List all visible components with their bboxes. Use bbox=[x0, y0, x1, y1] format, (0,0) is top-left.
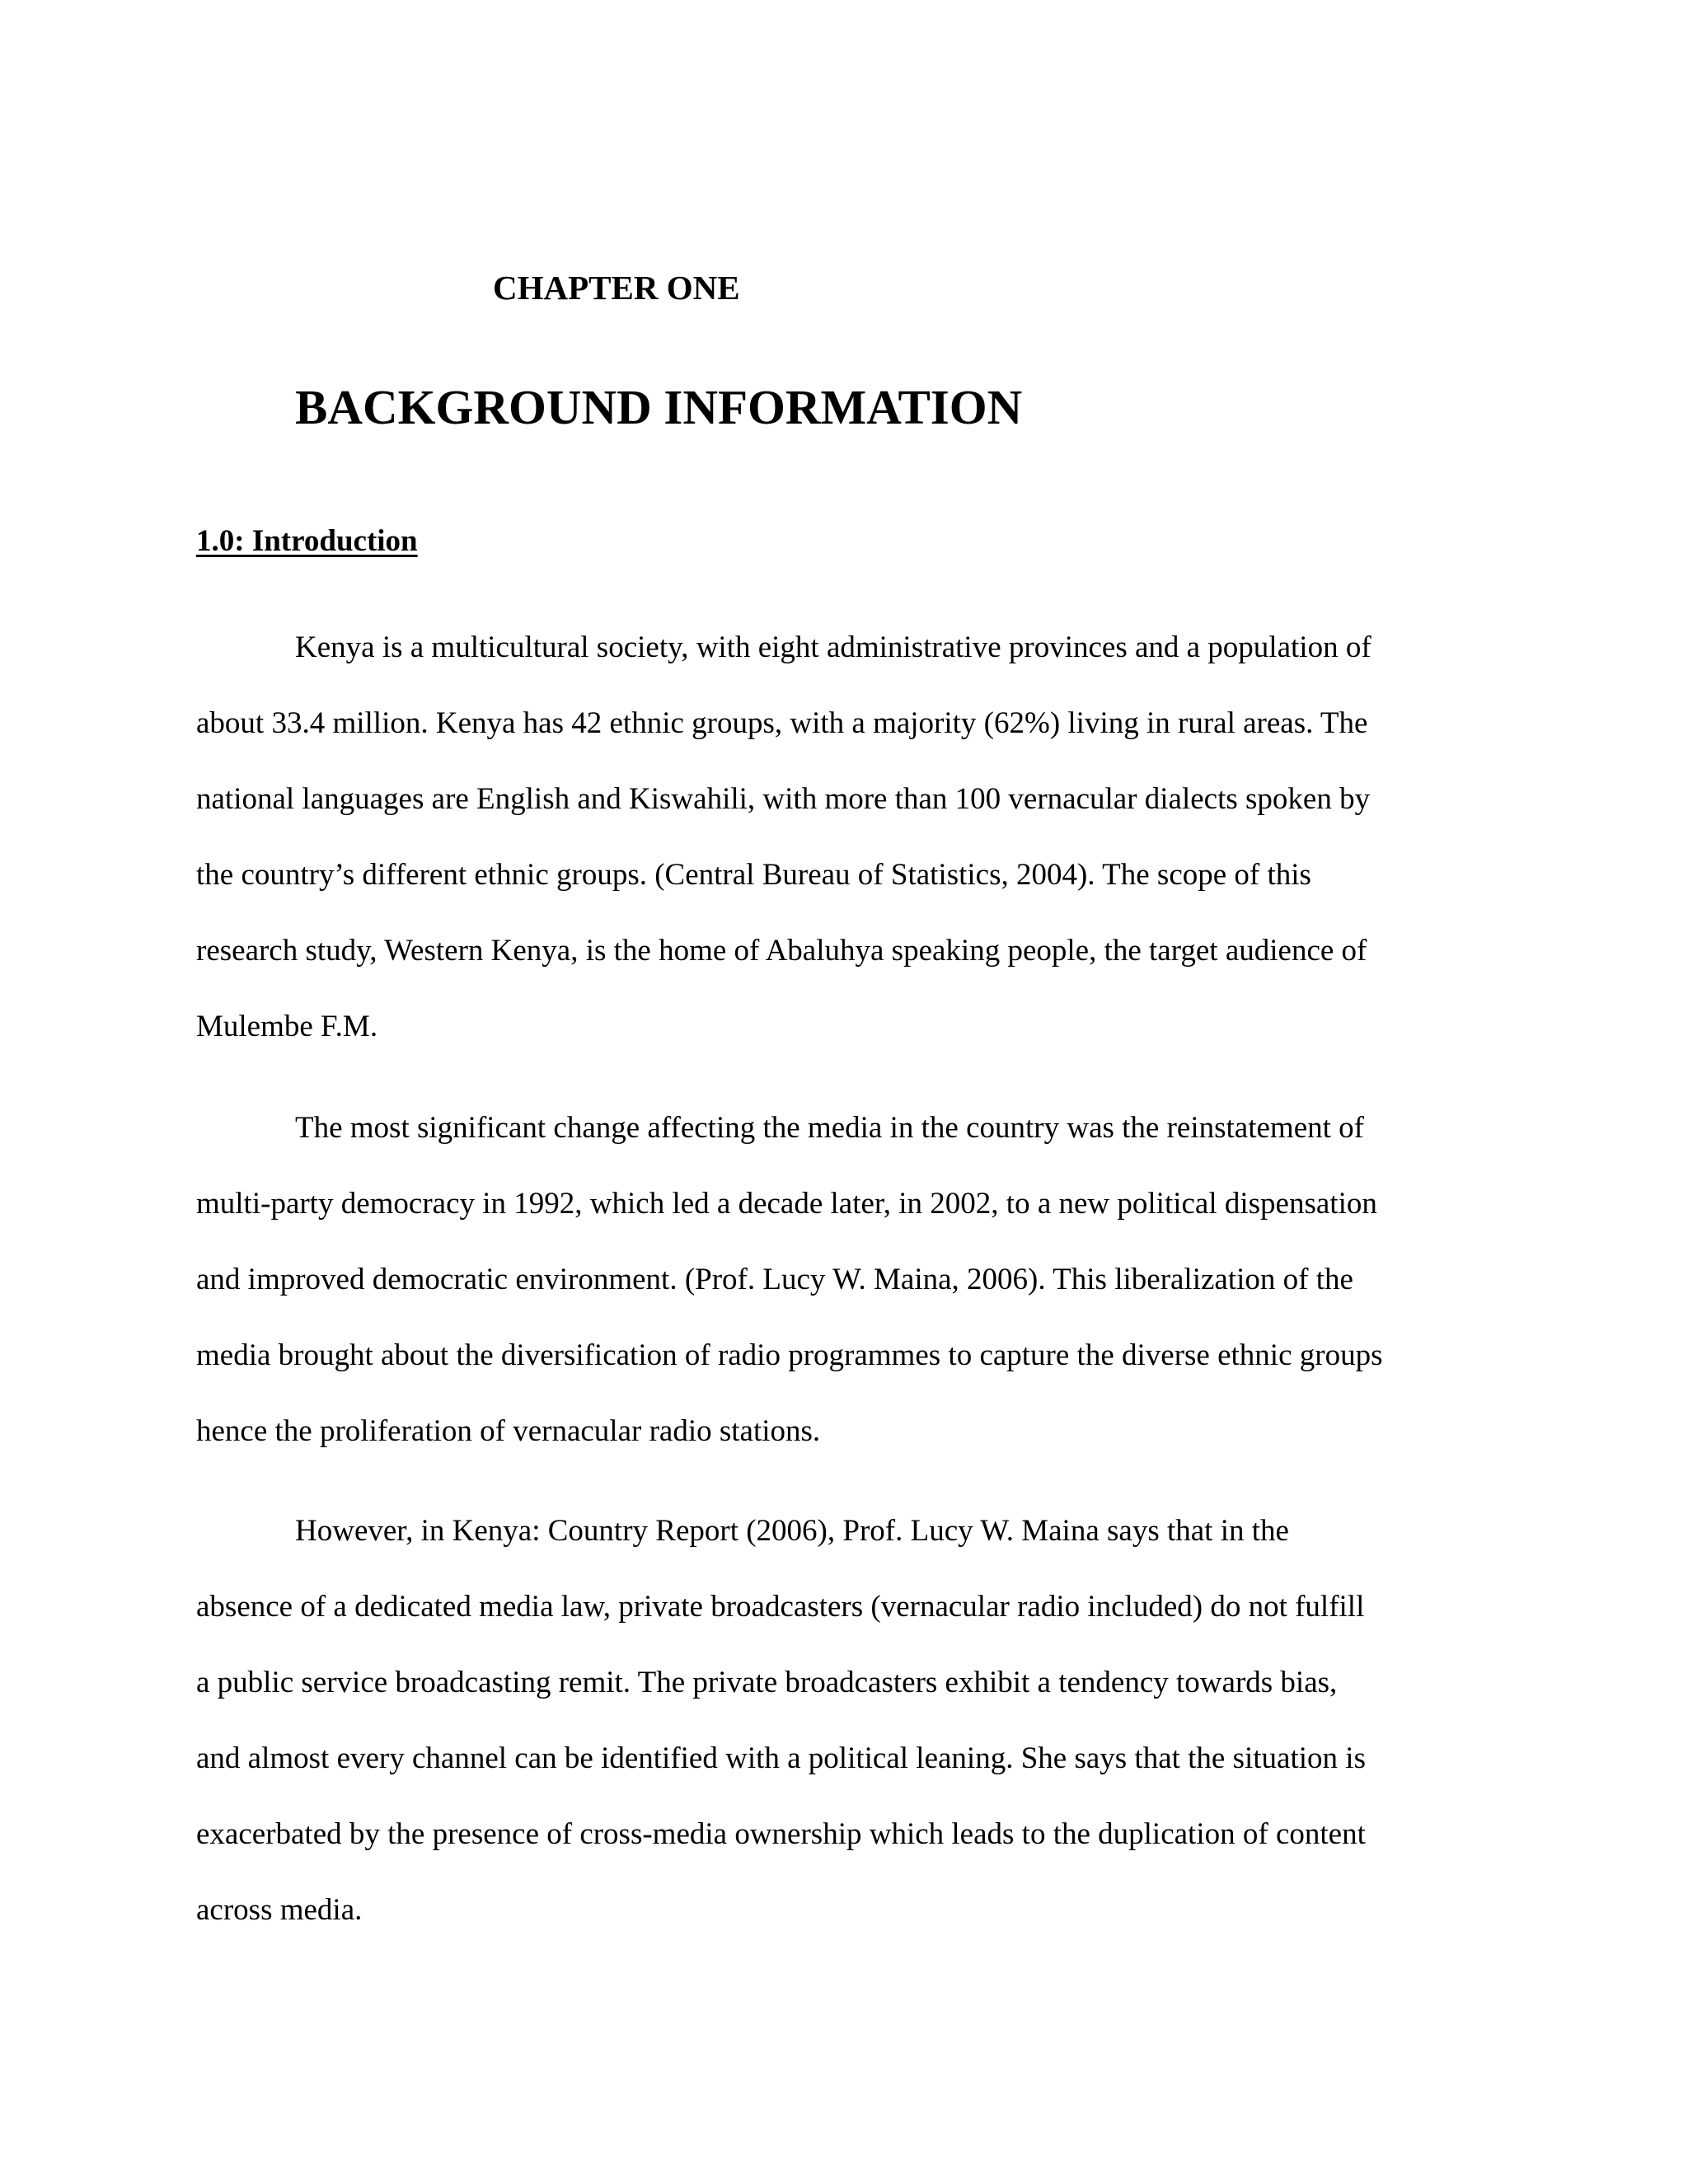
paragraph-line: multi-party democracy in 1992, which led a decade later, in 2002, to a new political dispensation bbox=[196, 1187, 1377, 1221]
paragraph-line: across media. bbox=[196, 1893, 363, 1927]
paragraph-2 bbox=[196, 1090, 1482, 1469]
page-title: BACKGROUND INFORMATION bbox=[295, 380, 1023, 434]
section-heading: 1.0: Introduction bbox=[196, 524, 418, 558]
paragraph-line: exacerbated by the presence of cross-media ownership which leads to the duplication of content bbox=[196, 1817, 1366, 1851]
paragraph-line: the country’s different ethnic groups. (Central Bureau of Statistics, 2004). The scope of this bbox=[196, 858, 1311, 892]
paragraph-line: national languages are English and Kiswahili, with more than 100 vernacular dialects spoken by bbox=[196, 782, 1371, 816]
paragraph-line: and improved democratic environment. (Prof. Lucy W. Maina, 2006). This liberalization of the bbox=[196, 1263, 1353, 1296]
paragraph-line: hence the proliferation of vernacular radio stations. bbox=[196, 1414, 821, 1448]
paragraph-line: Kenya is a multicultural society, with eight administrative provinces and a population of bbox=[295, 630, 1372, 664]
paragraph-3 bbox=[196, 1493, 1482, 1948]
paragraph-line: However, in Kenya: Country Report (2006), Prof. Lucy W. Maina says that in the bbox=[295, 1514, 1289, 1548]
paragraph-line: and almost every channel can be identified with a political leaning. She says that the situation is bbox=[196, 1741, 1366, 1775]
chapter-label: CHAPTER ONE bbox=[493, 269, 740, 307]
paragraph-line: about 33.4 million. Kenya has 42 ethnic groups, with a majority (62%) living in rural areas. The bbox=[196, 706, 1368, 740]
paragraph-line: absence of a dedicated media law, private broadcasters (vernacular radio included) do not fulfill bbox=[196, 1590, 1365, 1624]
paragraph-line: research study, Western Kenya, is the home of Abaluhya speaking people, the target audience of bbox=[196, 934, 1367, 968]
paragraph-line: media brought about the diversification of radio programmes to capture the diverse ethnic groups bbox=[196, 1338, 1383, 1372]
paragraph-line: The most significant change affecting the media in the country was the reinstatement of bbox=[295, 1111, 1364, 1145]
paragraph-1 bbox=[196, 610, 1482, 1065]
paragraph-line: a public service broadcasting remit. The private broadcasters exhibit a tendency towards bias, bbox=[196, 1666, 1338, 1699]
paragraph-line: Mulembe F.M. bbox=[196, 1010, 378, 1043]
